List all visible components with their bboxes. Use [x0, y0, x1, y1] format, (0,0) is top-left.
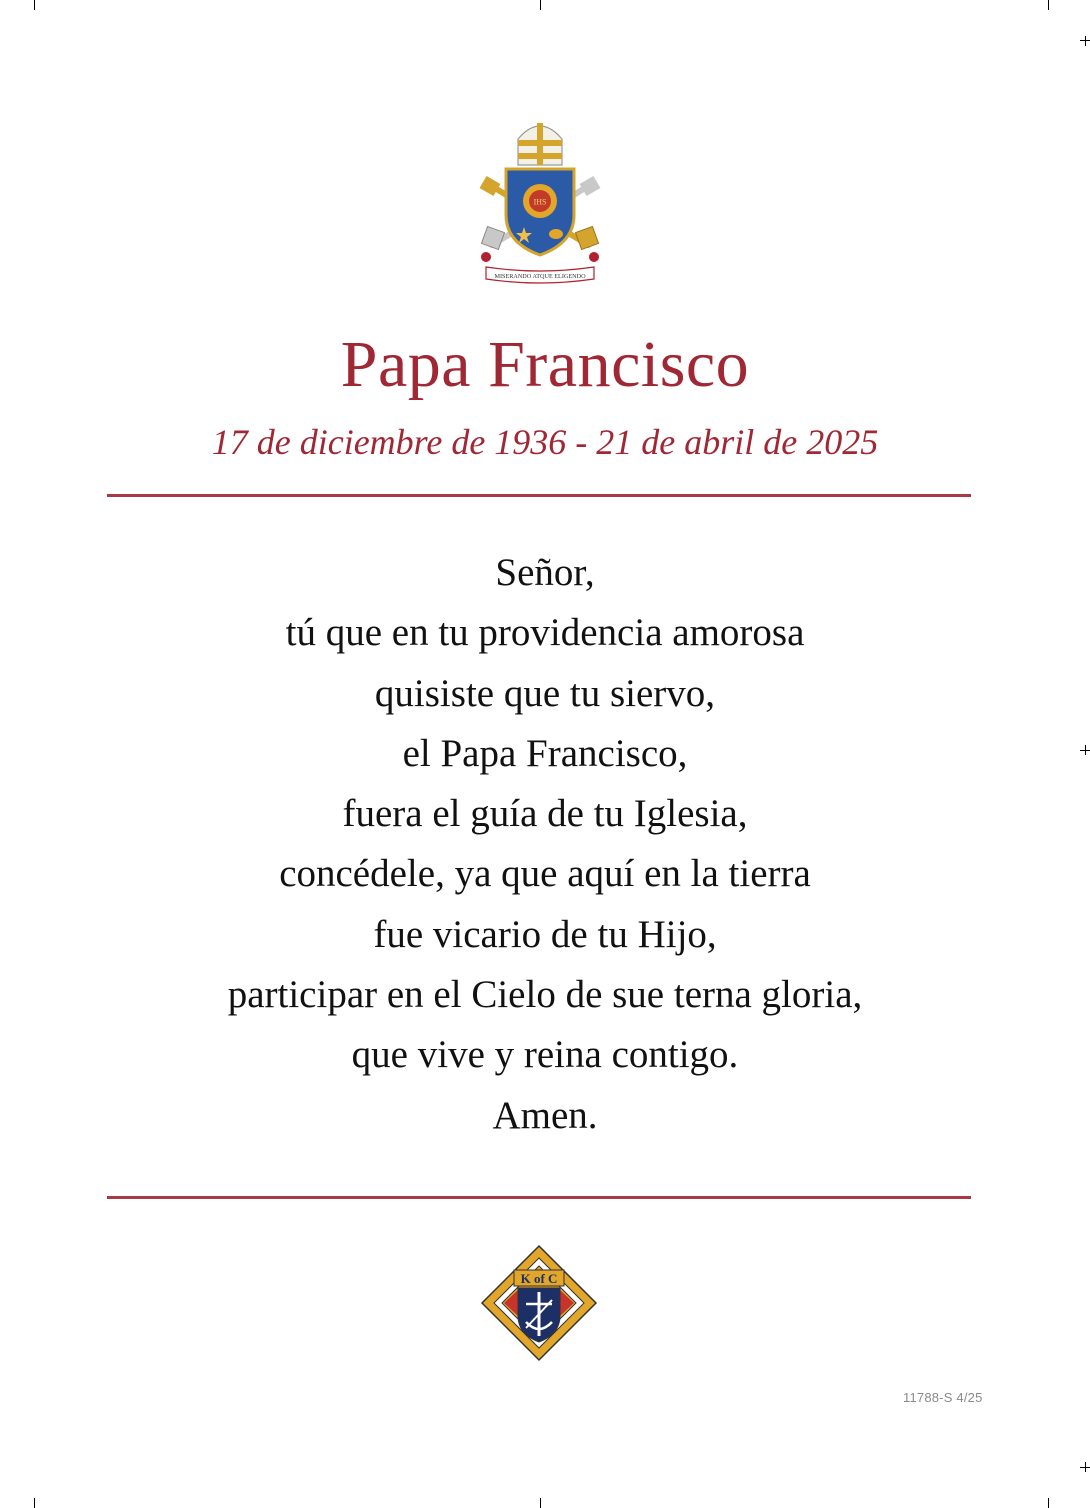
prayer-line: fuera el guía de tu Iglesia,: [342, 792, 748, 836]
crop-mark: [1048, 1498, 1049, 1508]
kofc-letters: K of C: [520, 1271, 558, 1286]
papal-coat-of-arms-icon: [478, 117, 602, 285]
ihs-monogram: IHS: [533, 197, 547, 207]
knights-of-columbus-emblem-icon: [480, 1244, 598, 1362]
crop-mark: [34, 0, 35, 10]
prayer-line: concédele, ya que aquí en la tierra: [279, 852, 811, 896]
top-divider: [107, 494, 971, 497]
prayer-line: que vive y reina contigo.: [351, 1033, 739, 1077]
prayer-line: quisiste que tu siervo,: [374, 671, 716, 715]
crop-mark: [34, 1498, 35, 1508]
prayer-line: tú que en tu providencia amorosa: [285, 611, 805, 655]
prayer-line: participar en el Cielo de sue terna gloria,: [227, 973, 863, 1017]
emblem-motto: MISERANDO ATQUE ELIGENDO: [494, 273, 586, 280]
crop-mark: [540, 0, 541, 10]
page-title: Papa Francisco: [340, 328, 750, 401]
crop-mark: [540, 1498, 541, 1508]
prayer-text: [0, 543, 1090, 1146]
print-code: 11788-S 4/25: [903, 1390, 983, 1405]
prayer-line: el Papa Francisco,: [402, 731, 688, 775]
crop-mark: [1048, 0, 1049, 10]
prayer-line: Amen.: [492, 1093, 598, 1137]
prayer-line: fue vicario de tu Hijo,: [373, 912, 717, 956]
prayer-line: Señor,: [495, 551, 595, 594]
crop-mark: [1085, 1462, 1086, 1472]
crop-mark: [1085, 36, 1086, 46]
bottom-divider: [107, 1196, 971, 1199]
life-dates: 17 de diciembre de 1936 - 21 de abril de 2025: [211, 422, 879, 462]
